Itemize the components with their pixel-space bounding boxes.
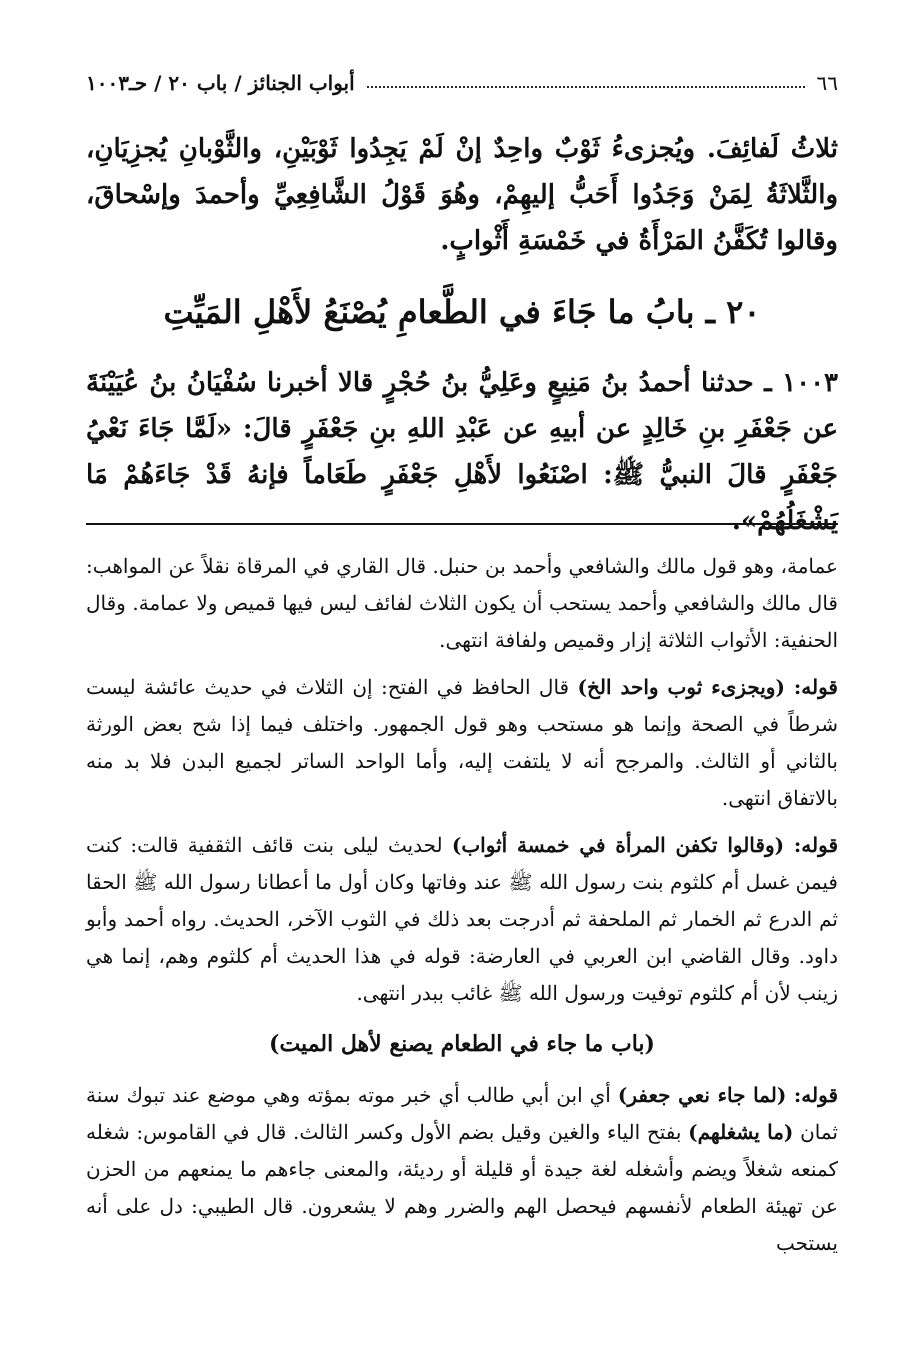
commentary-lead: قوله: (لما جاء نعي جعفر) <box>617 1083 839 1107</box>
header-dot-leader <box>367 86 805 88</box>
commentary-text: قال الحافظ في الفتح: إن الثلاث في حديث عائشة ليست شرطاً في الصحة وإنما هو مستحب وهو قول الجمهور. واختلف فيما إذا شح بعض الورثة بالثاني أو الثالث. والمرجح أنه لا يلتفت إليه، وأما الواحد الساتر لجميع البدن فلا بد منه بالاتفاق انتهى. <box>86 675 838 810</box>
commentary-text: بفتح الياء والغين وقيل بضم الأول وكسر الثالث. قال في القاموس: شغله كمنعه شغلاً ويضم وأشغله لغة جيدة أو قليلة أو رديئة، والمعنى جاءهم ما يمنعهم من الحزن عن تهيئة الطعام لأنفسهم فيحصل الهم والضرر وهم لا يشعرون. قال الطيبي: دل على أنه يستحب <box>86 1120 838 1255</box>
page-number: ٦٦ <box>816 71 838 95</box>
matn-hadith <box>86 360 838 544</box>
chapter-title: ٢٠ ـ بابُ ما جَاءَ في الطَّعامِ يُصْنَعُ لأَهْلِ المَيِّتِ <box>163 293 761 331</box>
commentary-lead: قوله: (وقالوا تكفن المرأة في خمسة أثواب) <box>451 833 838 857</box>
matn-continuation <box>86 126 838 264</box>
commentary-lead: (ما يشغلهم) <box>688 1120 794 1144</box>
matn-continuation-text: ثلاثُ لَفائِفَ. ويُجزىءُ ثَوْبٌ واحِدٌ إنْ لَمْ يَجِدُوا ثَوْبَيْنِ، والثَّوْبانِ يُجزِيَانِ، والثَّلاثَةُ لِمَنْ وَجَدُوا أَحَبُّ إليهِمْ، وهُوَ قَوْلُ الشَّافِعِيِّ وأحمدَ وإسْحاقَ، وقالوا تُكَفَّنُ المَرْأَةُ في خَمْسَةِ أَثْوابٍ. <box>86 134 838 256</box>
commentary-paragraph <box>86 1077 838 1262</box>
commentary-lead: قوله: (ويجزىء ثوب واحد الخ) <box>577 675 838 699</box>
running-title: أبواب الجنائز / باب ٢٠ / حـ١٠٠٣ <box>86 71 355 95</box>
commentary-chapter-heading: (باب ما جاء في الطعام يصنع لأهل الميت) <box>269 1031 655 1057</box>
commentary-paragraph <box>86 827 838 1012</box>
commentary-paragraph <box>86 548 838 659</box>
footnote-separator <box>86 523 838 525</box>
commentary-text: عمامة، وهو قول مالك والشافعي وأحمد بن حنبل. قال القاري في المرقاة نقلاً عن المواهب: قال مالك والشافعي وأحمد يستحب أن يكون الثلاث لفائف ليس فيها قميص ولا عمامة. وقال الحنفية: الأثواب الثلاثة إزار وقميص ولفافة انتهى. <box>86 554 838 652</box>
hadith-text: ١٠٠٣ ـ حدثنا أحمدُ بنُ مَنِيعٍ وعَلِيُّ بنُ حُجْرٍ قالا أخبرنا سُفْيَانُ بنُ عُيَيْنَةَ عن جَعْفَرِ بنِ خَالِدٍ عن أبيهِ عن عَبْدِ اللهِ بنِ جَعْفَرٍ قالَ: «لَمَّا جَاءَ نَعْيُ جَعْفَرٍ قالَ النبيُّ ﷺ: اصْنَعُوا لأَهْلِ جَعْفَرٍ طَعَاماً فإنهُ قَدْ جَاءَهُمْ مَا يَشْغَلُهُمْ». <box>86 368 838 536</box>
commentary-paragraph <box>86 669 838 817</box>
page-header <box>86 66 838 100</box>
commentary <box>86 548 838 1272</box>
commentary-text: أي ابن أبي طالب أي خبر موته بمؤته وهي موضع عند تبوك سنة ثمان <box>86 1083 838 1144</box>
commentary-text: لحديث ليلى بنت قائف الثقفية قالت: كنت فيمن غسل أم كلثوم بنت رسول الله ﷺ عند وفاتها وكان أول ما أعطانا رسول الله ﷺ الحقا ثم الدرع ثم الخمار ثم الملحفة ثم أدرجت بعد ذلك في الثوب الآخر، الحديث. رواه أحمد وأبو داود. وقال القاضي ابن العربي في العارضة: قوله في هذا الحديث أم كلثوم وهم، إنما هي زينب لأن أم كلثوم توفيت ورسول الله ﷺ غائب ببدر انتهى. <box>86 833 838 1005</box>
